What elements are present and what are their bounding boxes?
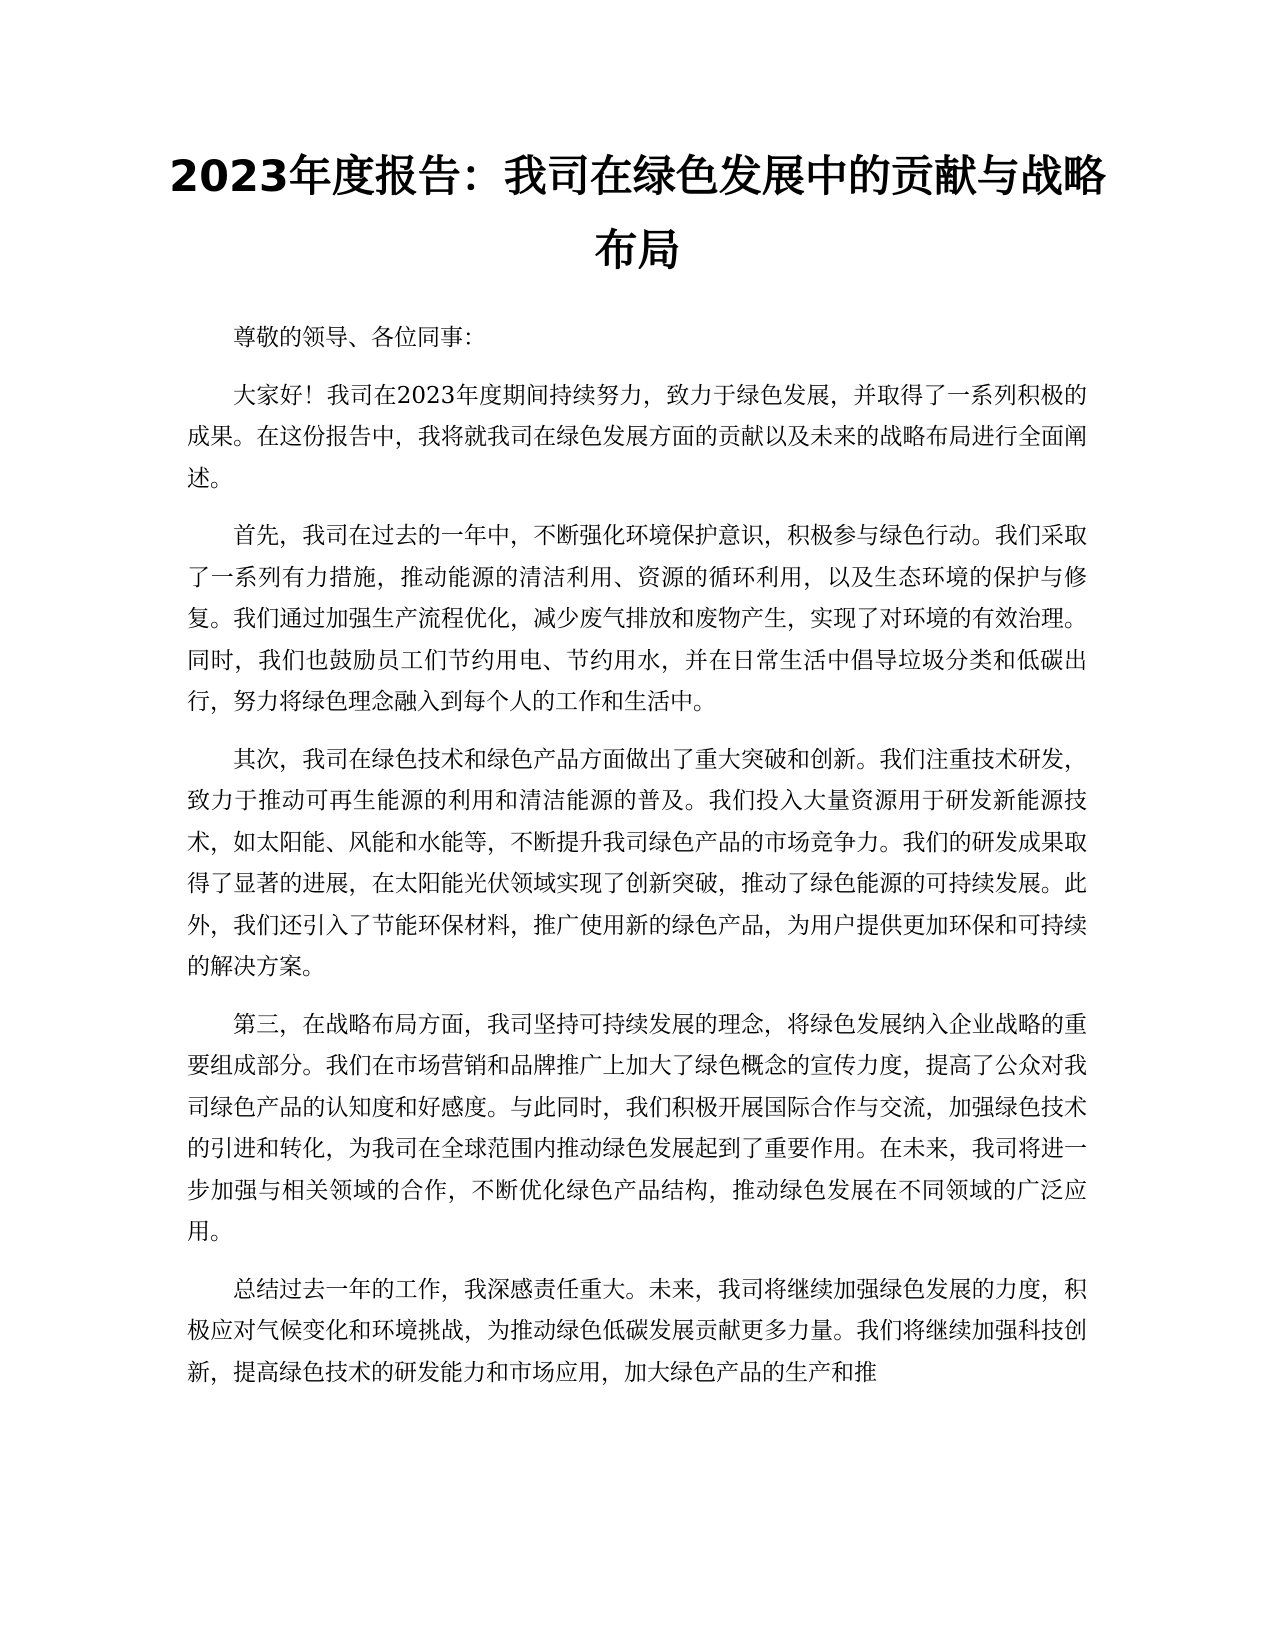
salutation: 尊敬的领导、各位同事： [233,325,486,351]
document-body [187,318,1087,1410]
document-title: 2023年度报告：我司在绿色发展中的贡献与战略布局 [169,152,1106,276]
paragraph-second: 其次，我司在绿色技术和绿色产品方面做出了重大突破和创新。我们注重技术研发，致力于推动可再生能源的利用和清洁能源的普及。我们投入大量资源用于研发新能源技术，如太阳能、风能和水能等，不断提升我司绿色产品的市场竞争力。我们的研发成果取得了显著的进展，在太阳能光伏领域实现了创新突破，推动了绿色能源的可持续发展。此外，我们还引入了节能环保材料，推广使用新的绿色产品，为用户提供更加环保和可持续的解决方案。 [187,746,1087,980]
paragraph-intro: 大家好！我司在2023年度期间持续努力，致力于绿色发展，并取得了一系列积极的成果。在这份报告中，我将就我司在绿色发展方面的贡献以及未来的战略布局进行全面阐述。 [187,382,1087,492]
paragraph-summary: 总结过去一年的工作，我深感责任重大。未来，我司将继续加强绿色发展的力度，积极应对气候变化和环境挑战，为推动绿色低碳发展贡献更多力量。我们将继续加强科技创新，提高绿色技术的研发能力和市场应用，加大绿色产品的生产和推 [187,1276,1087,1386]
paragraph-first: 首先，我司在过去的一年中，不断强化环境保护意识，积极参与绿色行动。我们采取了一系列有力措施，推动能源的清洁利用、资源的循环利用，以及生态环境的保护与修复。我们通过加强生产流程优化，减少废气排放和废物产生，实现了对环境的有效治理。同时，我们也鼓励员工们节约用电、节约用水，并在日常生活中倡导垃圾分类和低碳出行，努力将绿色理念融入到每个人的工作和生活中。 [187,523,1087,715]
paragraph-third: 第三，在战略布局方面，我司坚持可持续发展的理念，将绿色发展纳入企业战略的重要组成部分。我们在市场营销和品牌推广上加大了绿色概念的宣传力度，提高了公众对我司绿色产品的认知度和好感度。与此同时，我们积极开展国际合作与交流，加强绿色技术的引进和转化，为我司在全球范围内推动绿色发展起到了重要作用。在未来，我司将进一步加强与相关领域的合作，不断优化绿色产品结构，推动绿色发展在不同领域的广泛应用。 [187,1011,1087,1245]
